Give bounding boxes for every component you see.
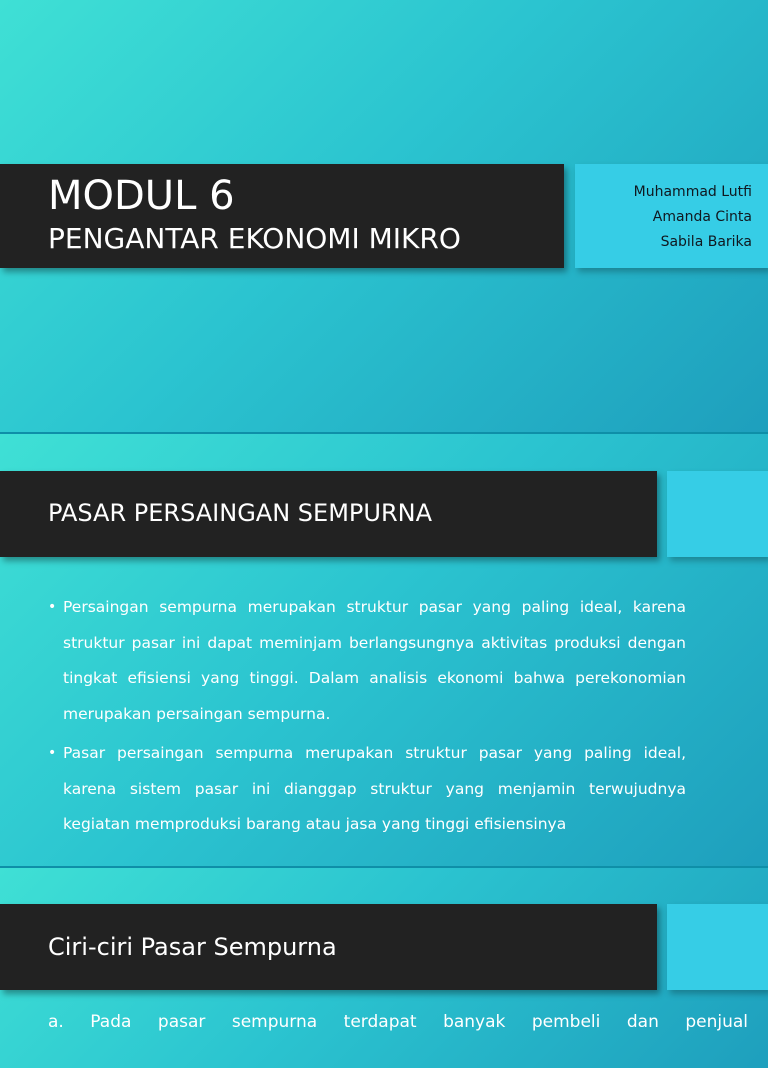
slide-pasar-persaingan	[0, 434, 768, 866]
bullet-icon: •	[48, 745, 57, 761]
section-title: Ciri-ciri Pasar Sempurna	[48, 933, 337, 961]
bullet-icon: •	[48, 599, 57, 615]
bullet-text: Pasar persaingan sempurna merupakan struktur pasar yang paling ideal, karena sistem pasar ini dianggap struktur yang menjamin terwujudnya kegiatan memproduksi barang atau jasa yang tinggi efisiensinya	[63, 744, 686, 833]
slide-title	[0, 0, 768, 432]
bullet-text: Persaingan sempurna merupakan struktur pasar yang paling ideal, karena struktur pasar ini dapat meminjam berlangsungnya aktivitas produksi dengan tingkat efisiensi yang tinggi. Dalam analisis ekonomi bahwa perekonomian merupakan persaingan sempurna.	[63, 598, 686, 723]
author-name: Sabila Barika	[660, 234, 752, 250]
accent-bar	[667, 904, 768, 990]
list-item-text: a. Pada pasar sempurna terdapat banyak pembeli dan penjual	[48, 1012, 748, 1032]
slide-ciri-ciri	[0, 868, 768, 1068]
author-name: Amanda Cinta	[652, 209, 752, 225]
module-subtitle: PENGANTAR EKONOMI MIKRO	[48, 222, 461, 255]
bullet-item	[48, 736, 686, 843]
module-title: MODUL 6	[48, 173, 235, 219]
bullet-item	[48, 590, 686, 732]
section-title: PASAR PERSAINGAN SEMPURNA	[48, 499, 432, 527]
bullet-list	[48, 590, 686, 847]
author-name: Muhammad Lutfi	[633, 184, 752, 200]
author-list	[634, 180, 752, 255]
accent-bar	[667, 471, 768, 557]
